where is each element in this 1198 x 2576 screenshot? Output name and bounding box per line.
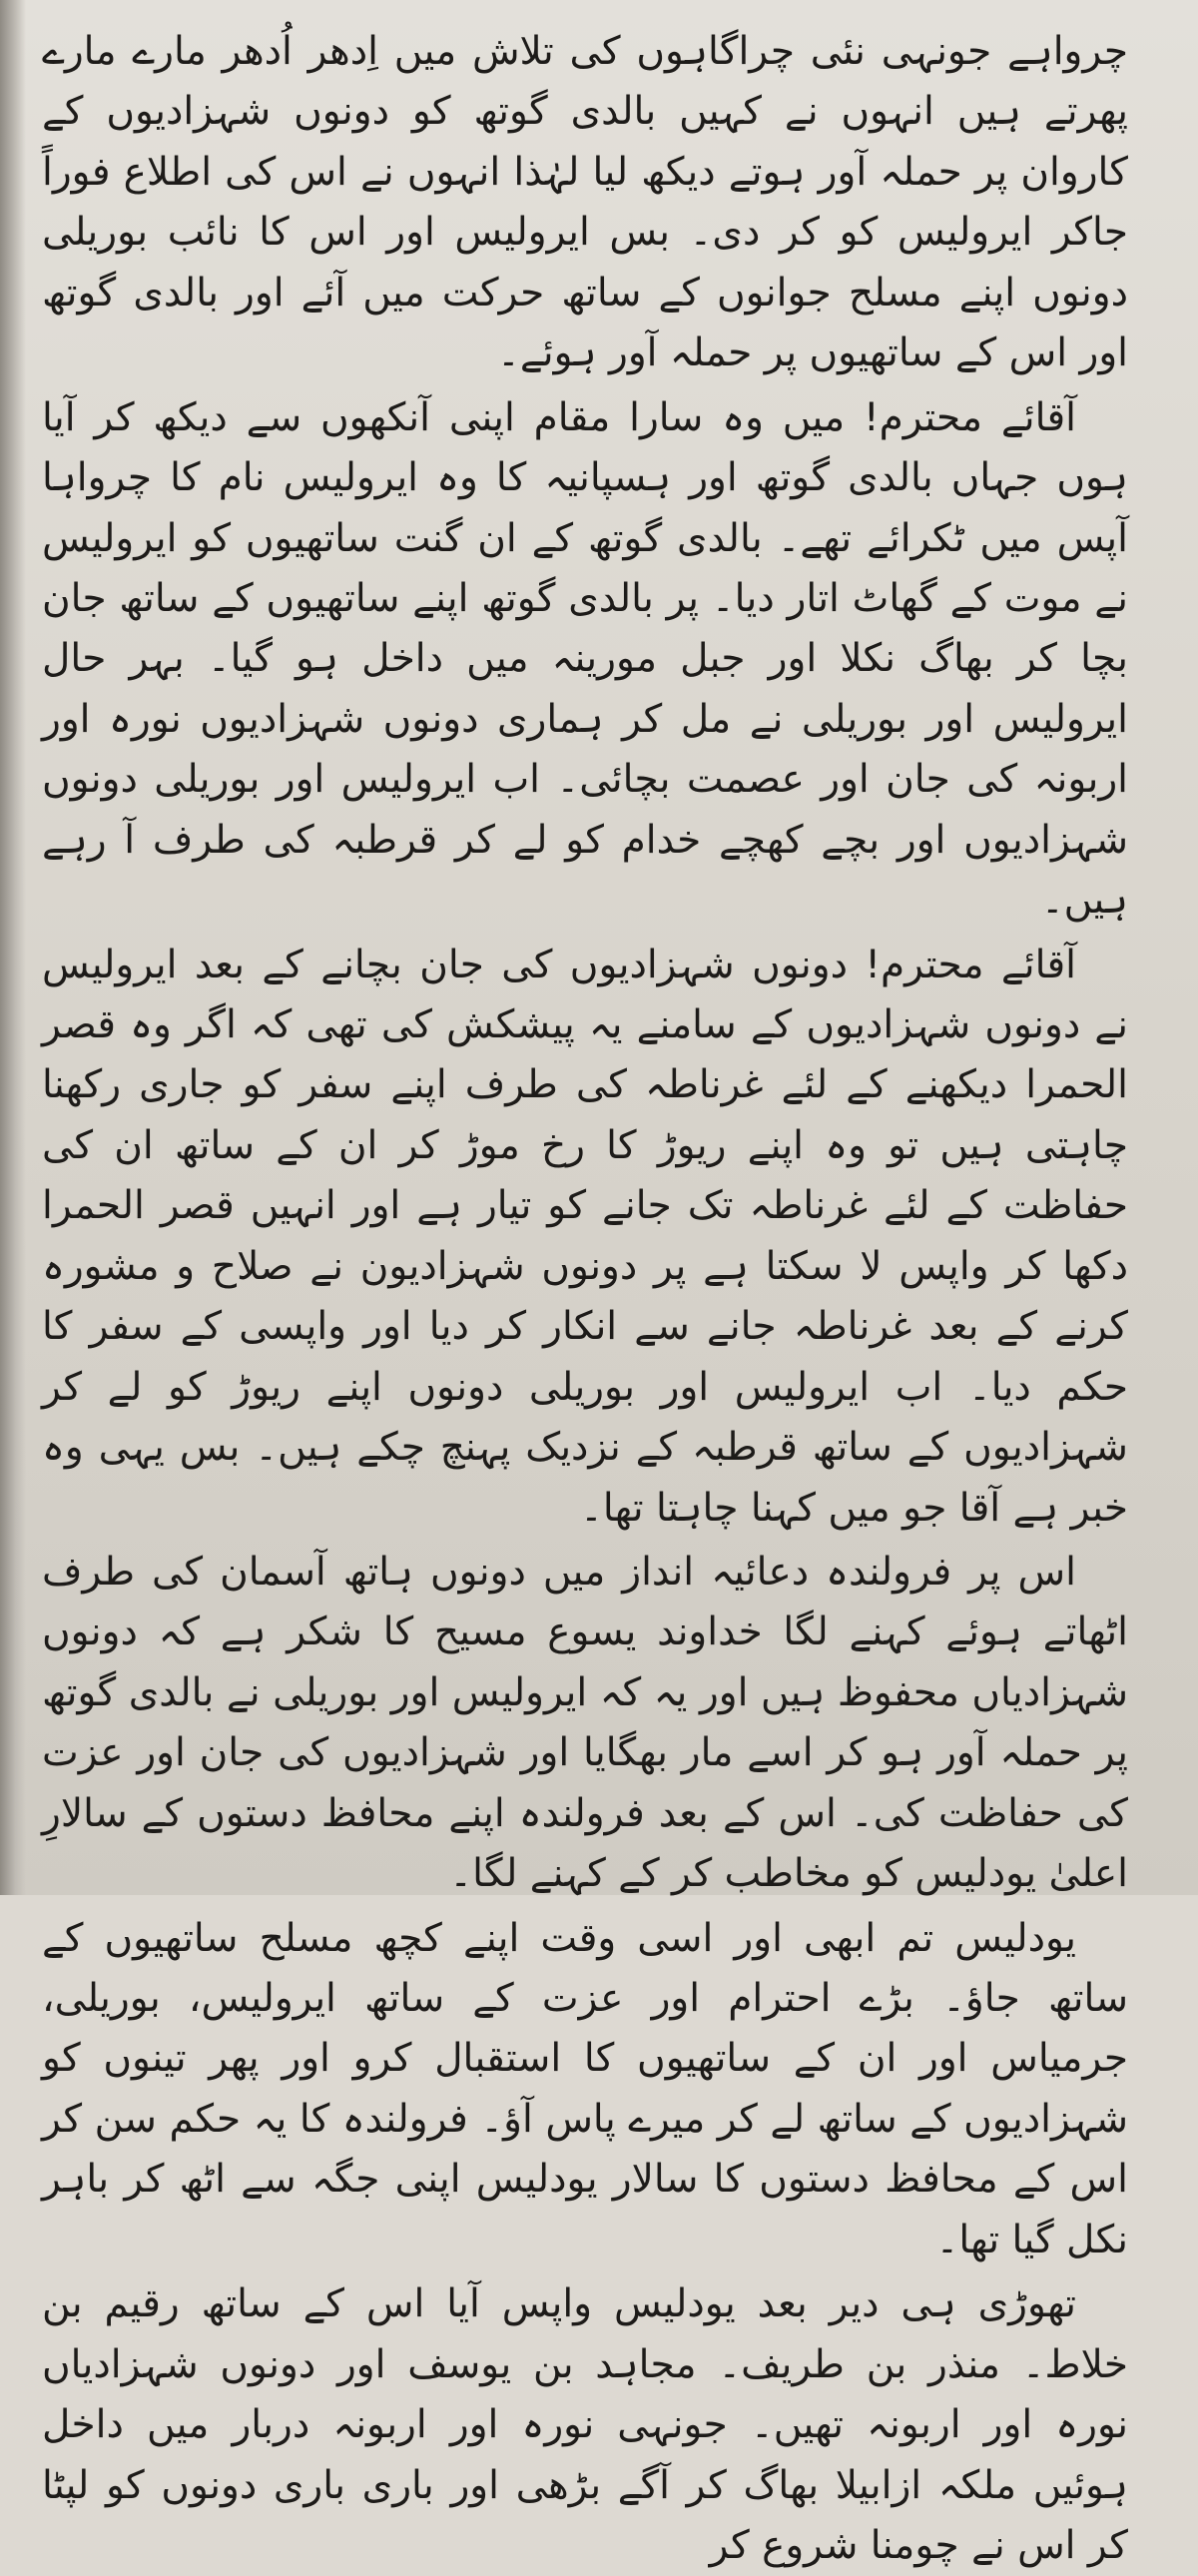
urdu-text-block [42, 22, 1128, 2576]
paragraph-5: یودلیس تم ابھی اور اسی وقت اپنے کچھ مسلح ساتھیوں کے ساتھ جاؤ۔ بڑے احترام اور عزت کے ساتھ ایرولیس، بوریلی، جرمیاس اور ان کے ساتھیوں کا استقبال کرو اور پھر تینوں کو شہزادیوں کے ساتھ لے کر میرے پاس آؤ۔ فرولندہ کا یہ حکم سن کر اس کے محافظ دستوں کا سالار یودلیس اپنی جگہ سے اٹھ کر باہر نکل گیا تھا۔ [42, 1915, 1128, 2262]
paragraph-4: اس پر فرولندہ دعائیہ انداز میں دونوں ہاتھ آسمان کی طرف اٹھاتے ہوئے کہنے لگا خداوند یسوع مسیح کا شکر ہے کہ دونوں شہزادیاں محفوظ ہیں اور یہ کہ ایرولیس اور بوریلی نے بالدی گوتھ پر حملہ آور ہو کر اسے مار بھگایا اور شہزادیوں کی جان اور عزت کی حفاظت کی۔ اس کے بعد فرولندہ اپنے محافظ دستوں کے سالارِ اعلیٰ یودلیس کو مخاطب کر کے کہنے لگا۔ [42, 1549, 1128, 1897]
paragraph-3: آقائے محترم! دونوں شہزادیوں کی جان بچانے کے بعد ایرولیس نے دونوں شہزادیوں کے سامنے یہ پیشکش کی تھی کہ اگر وہ قصر الحمرا دیکھنے کے لئے غرناطہ کی طرف اپنے سفر کو جاری رکھنا چاہتی ہیں تو وہ اپنے ریوڑ کا رخ موڑ کر ان کے ساتھ ان کی حفاظت کے لئے غرناطہ تک جانے کو تیار ہے اور انہیں قصر الحمرا دکھا کر واپس لا سکتا ہے پر دونوں شہزادیون نے صلاح و مشورہ کرنے کے بعد غرناطہ جانے سے انکار کر دیا اور واپسی کے سفر کا حکم دیا۔ اب ایرولیس اور بوریلی دونوں اپنے ریوڑ کو لے کر شہزادیوں کے ساتھ قرطبہ کے نزدیک پہنچ چکے ہیں۔ بس یہی وہ خبر ہے آقا جو میں کہنا چاہتا تھا۔ [42, 942, 1128, 1531]
paragraph-1: چرواہے جونہی نئی چراگاہوں کی تلاش میں اِدھر اُدھر مارے مارے پھرتے ہیں انہوں نے کہیں بالدی گوتھ کو دونوں شہزادیوں کے کاروان پر حملہ آور ہوتے دیکھ لیا لہٰذا انہوں نے اس کی اطلاع فوراً جاکر ایرولیس کو کر دی۔ بس ایرولیس اور اس کا نائب بوریلی دونوں اپنے مسلح جوانوں کے ساتھ حرکت میں آئے اور بالدی گوتھ اور اس کے ساتھیوں پر حملہ آور ہوئے۔ [42, 29, 1128, 376]
page-binding-shadow [0, 0, 26, 1895]
paragraph-6: تھوڑی ہی دیر بعد یودلیس واپس آیا اس کے ساتھ رقیم بن خلاط۔ منذر بن طریف۔ مجاہد بن یوسف اور دونوں شہزادیاں نورہ اور اربونہ تھیں۔ جونہی نورہ اور اربونہ دربار میں داخل ہوئیں ملکہ ازابیلا بھاگ کر آگے بڑھی اور باری باری دونوں کو لپٹا کر اس نے چومنا شروع کر [42, 2281, 1128, 2568]
paragraph-2: آقائے محترم! میں وہ سارا مقام اپنی آنکھوں سے دیکھ کر آیا ہوں جہاں بالدی گوتھ اور ہسپانیہ کا وہ ایرولیس نام کا چرواہا آپس میں ٹکرائے تھے۔ بالدی گوتھ کے ان گنت ساتھیوں کو ایرولیس نے موت کے گھاٹ اتار دیا۔ پر بالدی گوتھ اپنے ساتھیوں کے ساتھ جان بچا کر بھاگ نکلا اور جبل مورینہ میں داخل ہو گیا۔ بہر حال ایرولیس اور بوریلی نے مل کر ہماری دونوں شہزادیوں نورہ اور اربونہ کی جان اور عصمت بچائی۔ اب ایرولیس اور بوریلی دونوں شہزادیوں اور بچے کھچے خدام کو لے کر قرطبہ کی طرف آ رہے ہیں۔ [42, 394, 1128, 924]
